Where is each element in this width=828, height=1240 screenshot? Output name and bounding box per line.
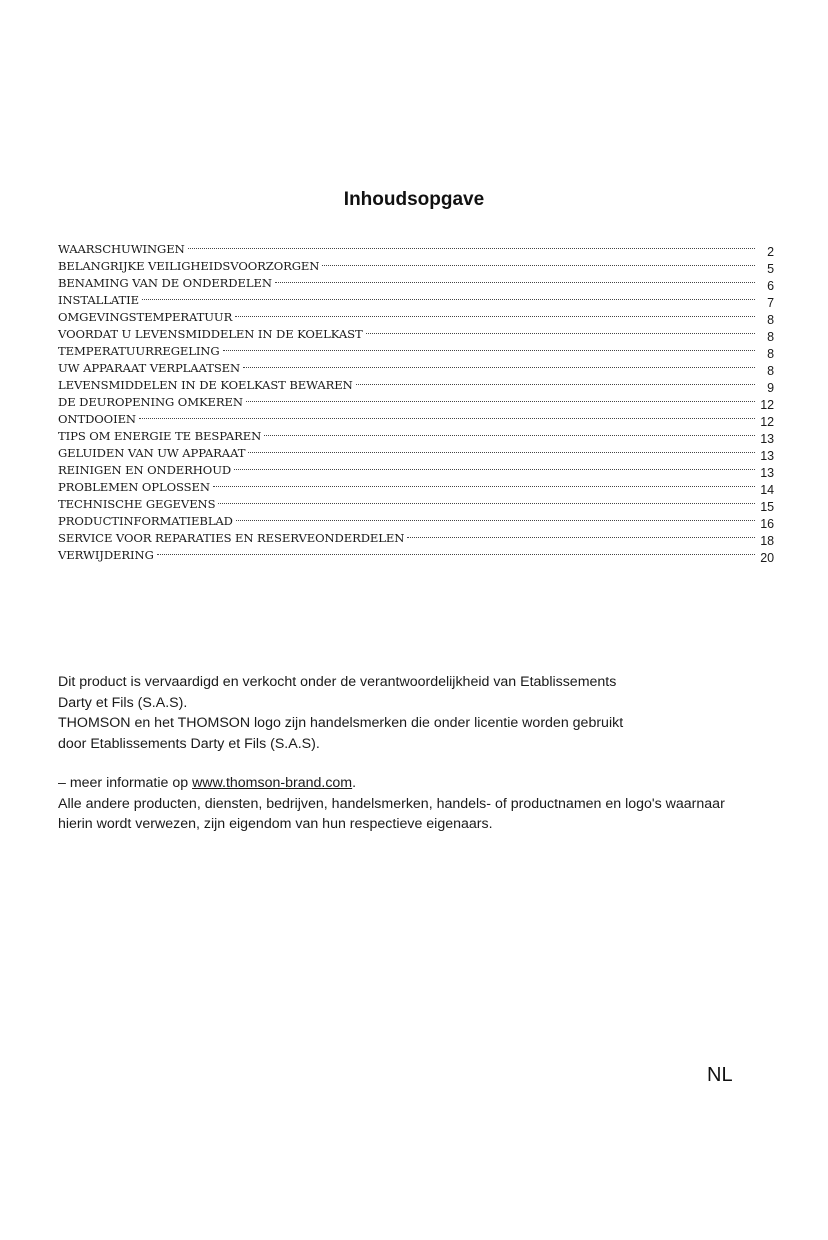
toc-entry-label: ONTDOOIEN (58, 412, 136, 426)
toc-entry[interactable] (58, 423, 774, 446)
toc-dot-leader (243, 355, 755, 372)
toc-entry-page: 9 (767, 381, 774, 395)
page-title: Inhoudsopgave (343, 189, 485, 210)
legal-line: THOMSON en het THOMSON logo zijn handelsmerken die onder licentie worden gebruikt (58, 715, 624, 731)
toc-entry-label: UW APPARAAT VERPLAATSEN (58, 361, 241, 375)
more-info (58, 773, 798, 835)
toc-dot-leader (188, 236, 755, 253)
toc-dot-leader (157, 542, 755, 559)
toc-entry-label: VERWIJDERING (58, 548, 154, 562)
toc-dot-leader (407, 525, 755, 542)
toc-entry[interactable] (58, 406, 774, 429)
toc-dot-leader (246, 389, 755, 406)
toc-entry-page: 13 (760, 466, 774, 480)
legal-notice (58, 672, 798, 754)
language-code: NL (707, 1064, 733, 1086)
toc-entry-page: 12 (760, 415, 774, 429)
legal-line: Dit product is vervaardigd en verkocht onder de verantwoordelijkheid van Etablissements (58, 674, 617, 690)
toc-entry-label: GELUIDEN VAN UW APPARAAT (58, 446, 246, 460)
toc-entry[interactable] (58, 304, 774, 327)
toc-dot-leader (236, 508, 755, 525)
toc-entry-label: DE DEUROPENING OMKEREN (58, 395, 243, 409)
toc-entry-label: BELANGRIJKE VEILIGHEIDSVOORZORGEN (58, 259, 320, 273)
toc-entry-label: INSTALLATIE (58, 293, 139, 307)
more-info-prefix: – meer informatie op (58, 775, 193, 791)
toc-entry-label: TECHNISCHE GEGEVENS (58, 497, 216, 511)
toc-entry-label: PROBLEMEN OPLOSSEN (58, 480, 210, 494)
legal-line: door Etablissements Darty et Fils (S.A.S). (58, 735, 320, 752)
toc-entry-page: 18 (760, 534, 774, 548)
toc-entry-label: WAARSCHUWINGEN (58, 242, 185, 256)
toc-entry-page: 8 (767, 313, 774, 327)
toc-entry-page: 12 (760, 398, 774, 412)
legal-line: Darty et Fils (S.A.S). (58, 694, 188, 711)
toc-dot-leader (264, 423, 755, 440)
toc-dot-leader (322, 253, 755, 270)
toc-dot-leader (234, 457, 755, 474)
toc-entry[interactable] (58, 542, 774, 565)
toc-dot-leader (366, 321, 755, 338)
toc-entry-label: BENAMING VAN DE ONDERDELEN (58, 276, 272, 290)
toc-entry-label: PRODUCTINFORMATIEBLAD (58, 514, 233, 528)
toc-dot-leader (223, 338, 755, 355)
more-info-suffix: . (352, 775, 357, 791)
toc-entry-label: TIPS OM ENERGIE TE BESPAREN (58, 429, 262, 443)
toc-entry-label: OMGEVINGSTEMPERATUUR (58, 310, 233, 324)
brand-website-link[interactable]: www.thomson-brand.com (192, 775, 353, 791)
toc-entry[interactable] (58, 236, 774, 259)
toc-dot-leader (275, 270, 755, 287)
toc-dot-leader (235, 304, 755, 321)
toc-entry-label: REINIGEN EN ONDERHOUD (58, 463, 232, 477)
toc-entry-page: 5 (767, 262, 774, 276)
toc-entry-page: 13 (760, 432, 774, 446)
toc-entry-page: 20 (760, 551, 774, 565)
toc-entry-page: 6 (767, 279, 774, 293)
trademark-line: Alle andere producten, diensten, bedrijven, handelsmerken, handels- of productnamen en logo's waarnaar (58, 795, 725, 812)
toc-entry-label: LEVENSMIDDELEN IN DE KOELKAST BEWAREN (58, 378, 353, 392)
toc-entry-page: 2 (767, 245, 774, 259)
toc-dot-leader (142, 287, 755, 304)
toc-entry-label: TEMPERATUURREGELING (58, 344, 220, 358)
toc-dot-leader (139, 406, 755, 423)
toc-dot-leader (213, 474, 755, 491)
toc-entry-page: 13 (760, 449, 774, 463)
toc-dot-leader (356, 372, 755, 389)
toc-entry-page: 8 (767, 347, 774, 361)
toc-entry-label: SERVICE VOOR REPARATIES EN RESERVEONDERDELEN (58, 531, 405, 545)
toc-dot-leader (248, 440, 755, 457)
table-of-contents (58, 236, 774, 565)
toc-entry-label: VOORDAT U LEVENSMIDDELEN IN DE KOELKAST (58, 327, 363, 341)
toc-dot-leader (218, 491, 755, 508)
toc-entry-page: 8 (767, 330, 774, 344)
trademark-line: hierin wordt verwezen, zijn eigendom van hun respectieve eigenaars. (58, 816, 493, 832)
toc-entry-page: 14 (760, 483, 774, 497)
toc-entry[interactable] (58, 287, 774, 310)
toc-entry-page: 15 (760, 500, 774, 514)
toc-entry-page: 8 (767, 364, 774, 378)
more-info-line (58, 773, 798, 794)
toc-entry-page: 16 (760, 517, 774, 531)
toc-entry-page: 7 (767, 296, 774, 310)
